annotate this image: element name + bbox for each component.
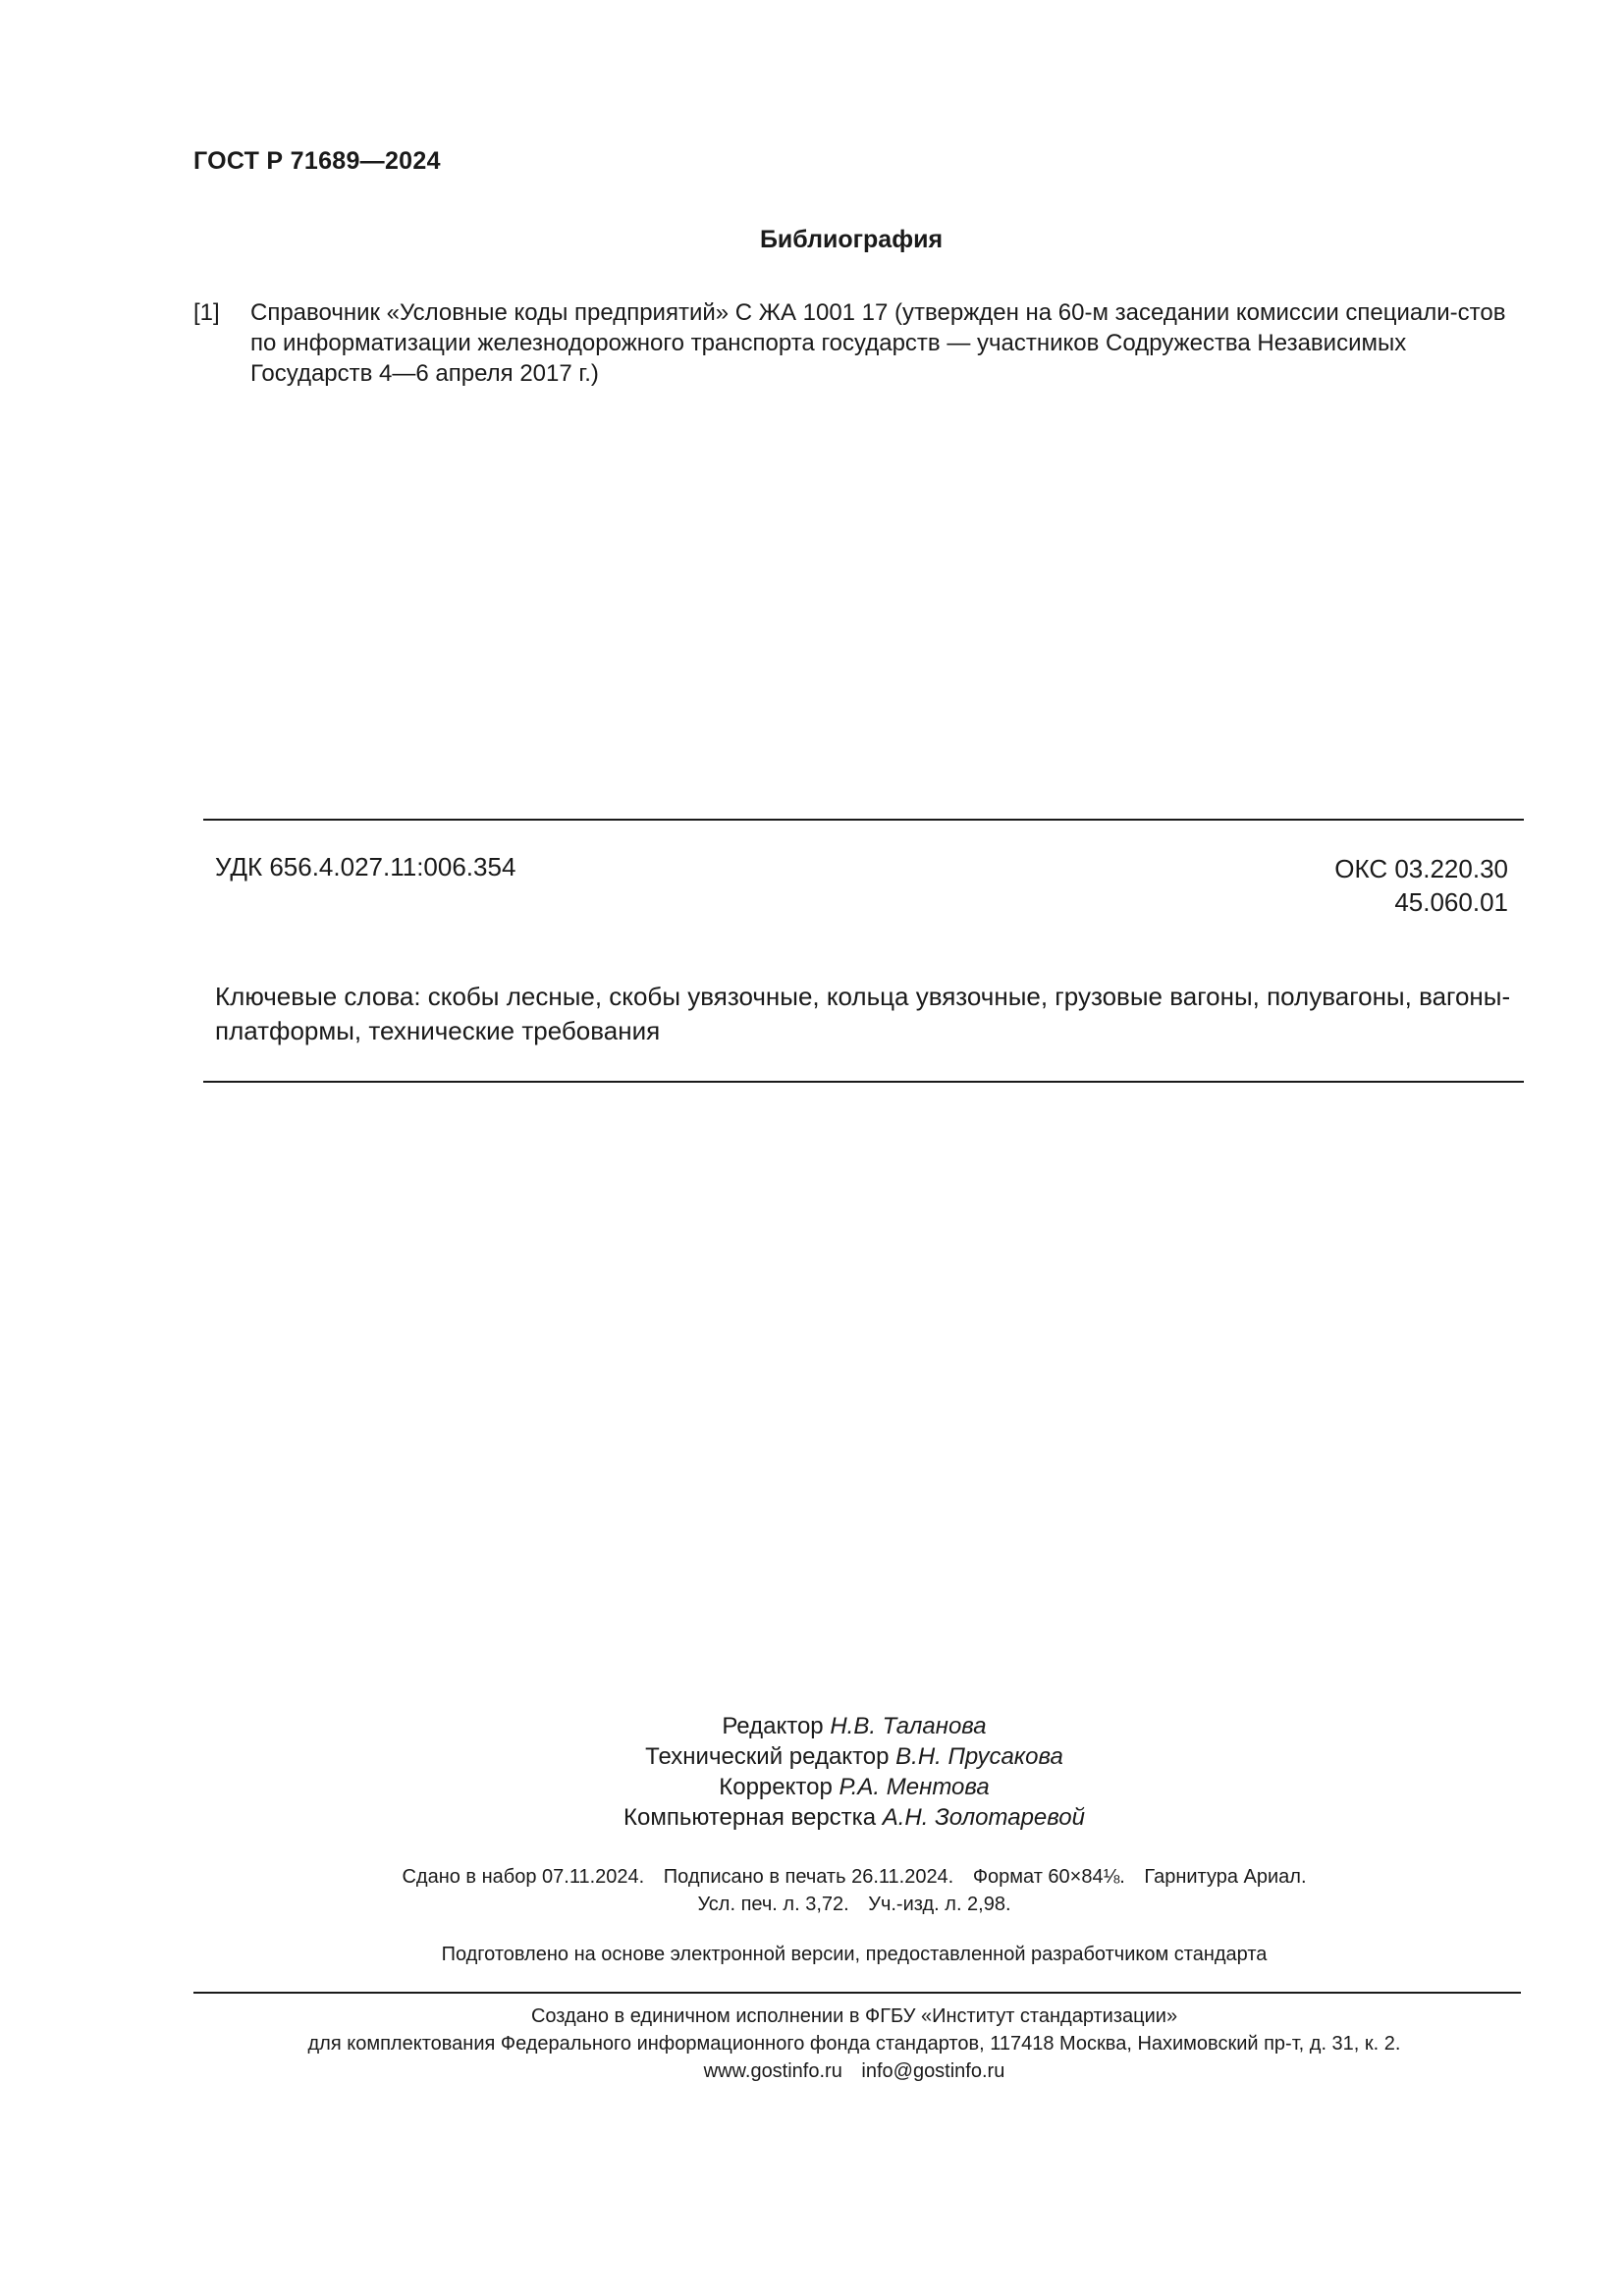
credit-role: Компьютерная верстка	[623, 1804, 877, 1831]
oks-codes	[1334, 852, 1508, 919]
udk-code: УДК 656.4.027.11:006.354	[215, 852, 516, 881]
paper-format: Формат 60×84⅛.	[972, 1866, 1125, 1888]
credits-block	[0, 1711, 1624, 1833]
credit-technical-editor	[0, 1741, 1624, 1772]
oks-code-line-1: ОКС 03.220.30	[1334, 854, 1508, 883]
publisher-sheets: Уч.-изд. л. 2,98.	[868, 1894, 1011, 1915]
keywords: Ключевые слова: скобы лесные, скобы увязочные, кольца увязочные, грузовые вагоны, полувагоны, вагоны-платформы, технические требования	[215, 982, 1511, 1045]
footer-line-1: Создано в единичном исполнении в ФГБУ «Институт стандартизации»	[530, 2005, 1178, 2027]
typeface: Гарнитура Ариал.	[1144, 1866, 1307, 1888]
document-header-id: ГОСТ Р 71689—2024	[193, 147, 441, 175]
bibliography-entry-text: Справочник «Условные коды предприятий» С ЖА 1001 17 (утвержден на 60-м заседании комиссии специали-стов по информатизации железнодорожного транспорта государств — участников Содружества Независимых Государств 4—6 апреля 2017 г.)	[250, 299, 1506, 387]
bibliography-title: Библиография	[759, 226, 944, 253]
typeset-date: Сдано в набор 07.11.2024.	[402, 1866, 645, 1888]
divider-middle	[203, 1081, 1524, 1083]
divider-top	[203, 819, 1524, 821]
credit-layout	[0, 1802, 1624, 1833]
print-sheets: Усл. печ. л. 3,72.	[697, 1894, 849, 1915]
credit-proofreader	[0, 1772, 1624, 1802]
credit-editor	[0, 1711, 1624, 1741]
divider-bottom	[193, 1992, 1521, 1994]
oks-code-line-2: 45.060.01	[1394, 887, 1508, 917]
credit-name: А.Н. Золотаревой	[882, 1804, 1085, 1831]
footer	[0, 2002, 1624, 2085]
credit-name: Р.А. Ментова	[839, 1774, 990, 1800]
credit-name: В.Н. Прусакова	[895, 1743, 1063, 1770]
credit-role: Корректор	[719, 1774, 833, 1800]
website-link[interactable]: www.gostinfo.ru	[703, 2060, 842, 2082]
publication-info-line-1	[0, 1863, 1624, 1891]
credit-role: Редактор	[722, 1713, 824, 1739]
prepared-note: Подготовлено на основе электронной версии, предоставленной разработчиком стандарта	[441, 1944, 1268, 1965]
signed-date: Подписано в печать 26.11.2024.	[663, 1866, 954, 1888]
bibliography-entry-number: [1]	[193, 299, 220, 326]
publication-info-line-2	[0, 1891, 1624, 1918]
email-link[interactable]: info@gostinfo.ru	[861, 2060, 1005, 2082]
footer-line-2: для комплектования Федерального информационного фонда стандартов, 117418 Москва, Нахимовский пр-т, д. 31, к. 2.	[307, 2033, 1401, 2055]
credit-role: Технический редактор	[645, 1743, 890, 1770]
publication-info	[0, 1863, 1624, 1918]
footer-contacts	[0, 2057, 1624, 2085]
credit-name: Н.В. Таланова	[830, 1713, 987, 1739]
